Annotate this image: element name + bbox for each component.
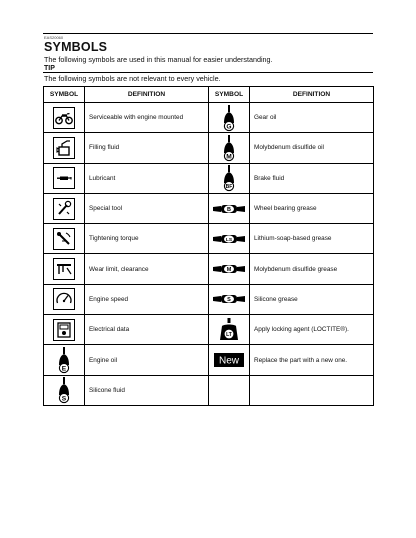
svg-text:BF: BF	[225, 184, 233, 191]
definition-cell: Molybdenum disulfide oil	[250, 133, 374, 163]
table-header-row	[44, 87, 374, 103]
multimeter-icon	[53, 319, 75, 341]
definition-cell: Filling fluid	[85, 133, 209, 163]
header-symbol-right: SYMBOL	[209, 87, 250, 103]
grease-tube-s-icon	[212, 296, 246, 303]
table-row	[44, 345, 374, 375]
svg-text:M: M	[226, 267, 232, 274]
table-row	[44, 193, 374, 223]
definition-cell: Engine oil	[85, 345, 209, 375]
definition-cell: Brake fluid	[250, 163, 374, 193]
svg-text:E: E	[61, 365, 67, 373]
oil-can-icon	[53, 137, 75, 159]
oil-bottle-s-icon	[56, 387, 72, 403]
definition-cell: Silicone fluid	[85, 375, 209, 405]
table-row	[44, 375, 374, 405]
svg-text:M: M	[226, 153, 232, 161]
header-definition-right: DEFINITION	[250, 87, 374, 103]
definition-cell: Serviceable with engine mounted	[85, 103, 209, 133]
definition-cell: Apply locking agent (LOCTITE®).	[250, 315, 374, 345]
header-symbol-left: SYMBOL	[44, 87, 85, 103]
definition-cell: Lubricant	[85, 163, 209, 193]
table-row	[44, 315, 374, 345]
caliper-icon	[53, 258, 75, 280]
tachometer-icon	[53, 288, 75, 310]
empty-symbol-cell	[209, 375, 250, 405]
tip-label: TIP	[44, 65, 55, 72]
oil-bottle-bf-icon	[221, 175, 237, 191]
section-code: EAS20060	[44, 35, 64, 40]
svg-text:LT: LT	[226, 331, 232, 338]
definition-cell: Wheel bearing grease	[250, 193, 374, 223]
definition-cell: Gear oil	[250, 103, 374, 133]
definition-cell: Replace the part with a new one.	[250, 345, 374, 375]
tip-rule	[43, 72, 373, 73]
svg-text:New: New	[218, 355, 240, 367]
intro-text: The following symbols are used in this manual for easier understanding.	[44, 55, 273, 64]
symbols-table	[43, 86, 374, 406]
table-row	[44, 254, 374, 284]
oil-bottle-e-icon	[56, 357, 72, 373]
motorcycle-icon	[53, 107, 75, 129]
definition-cell: Special tool	[85, 193, 209, 223]
grease-tube-m-icon	[212, 266, 246, 273]
definition-cell: Wear limit, clearance	[85, 254, 209, 284]
svg-text:S: S	[61, 395, 67, 403]
svg-text:B: B	[227, 206, 231, 213]
top-rule	[43, 33, 373, 34]
definition-cell: Molybdenum disulfide grease	[250, 254, 374, 284]
table-row	[44, 133, 374, 163]
torque-wrench-icon	[53, 228, 75, 250]
oil-bottle-m-icon	[221, 145, 237, 161]
definition-cell: Silicone grease	[250, 284, 374, 314]
table-row	[44, 163, 374, 193]
new-part-icon	[214, 355, 244, 367]
svg-text:G: G	[226, 123, 232, 131]
table-row	[44, 103, 374, 133]
locking-agent-icon	[218, 326, 240, 338]
definition-cell: Tightening torque	[85, 224, 209, 254]
definition-cell: Electrical data	[85, 315, 209, 345]
table-row	[44, 284, 374, 314]
grease-tube-b-icon	[212, 205, 246, 212]
svg-text:LS: LS	[225, 237, 233, 243]
header-definition-left: DEFINITION	[85, 87, 209, 103]
empty-definition-cell	[250, 375, 374, 405]
page-title: SYMBOLS	[44, 40, 108, 54]
definition-cell: Lithium-soap-based grease	[250, 224, 374, 254]
definition-cell: Engine speed	[85, 284, 209, 314]
grease-tube-ls-icon	[212, 236, 246, 243]
svg-text:S: S	[227, 297, 231, 304]
wrench-icon	[53, 198, 75, 220]
table-row	[44, 224, 374, 254]
tip-text: The following symbols are not relevant to every vehicle.	[44, 74, 221, 83]
grease-gun-icon	[53, 167, 75, 189]
oil-bottle-g-icon	[221, 114, 237, 131]
